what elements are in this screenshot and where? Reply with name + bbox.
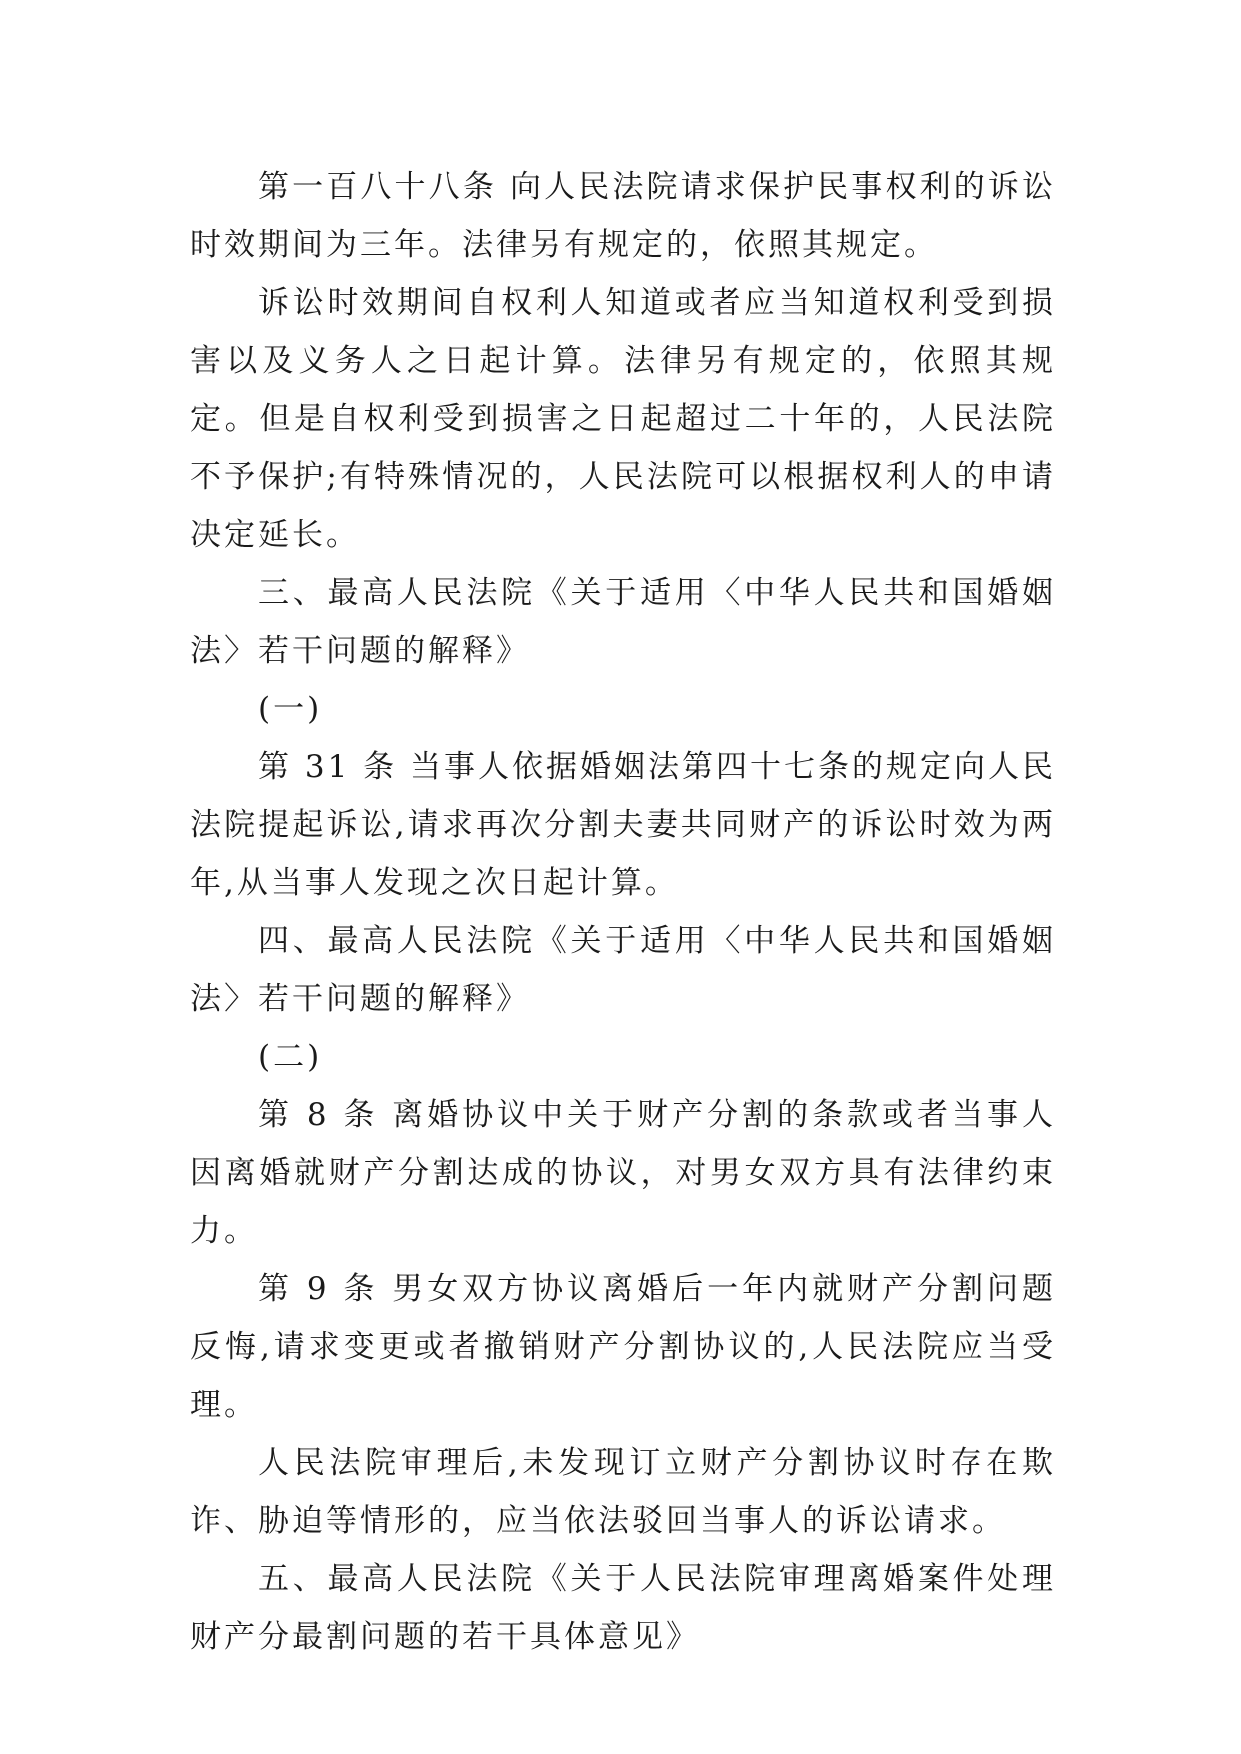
section-heading-4: 四、最高人民法院《关于适用〈中华人民共和国婚姻法〉若干问题的解释》 [190,923,1056,1017]
paragraph-article-188: 第一百八十八条 向人民法院请求保护民事权利的诉讼时效期间为三年。法律另有规定的，依照其规定。 [190,169,1056,263]
paragraph-article-9: 第 9 条 男女双方协议离婚后一年内就财产分割问题反悔,请求变更或者撤销财产分割协议的,人民法院应当受理。 [190,1271,1056,1423]
paragraph-limitation-period: 诉讼时效期间自权利人知道或者应当知道权利受到损害以及义务人之日起计算。法律另有规定的，依照其规定。但是自权利受到损害之日起超过二十年的，人民法院不予保护;有特殊情况的，人民法院可以根据权利人的申请决定延长。 [190,285,1056,553]
subsection-marker-2: (二) [258,1039,323,1075]
paragraph-court-review: 人民法院审理后,未发现订立财产分割协议时存在欺诈、胁迫等情形的，应当依法驳回当事人的诉讼请求。 [190,1445,1056,1539]
paragraph-article-31: 第 31 条 当事人依据婚姻法第四十七条的规定向人民法院提起诉讼,请求再次分割夫妻共同财产的诉讼时效为两年,从当事人发现之次日起计算。 [190,749,1057,901]
subsection-marker-1: (一) [258,691,323,727]
section-heading-3: 三、最高人民法院《关于适用〈中华人民共和国婚姻法〉若干问题的解释》 [190,575,1056,669]
section-heading-5: 五、最高人民法院《关于人民法院审理离婚案件处理财产分最割问题的若干具体意见》 [190,1561,1056,1655]
document-body [190,158,1056,1666]
paragraph-article-8: 第 8 条 离婚协议中关于财产分割的条款或者当事人因离婚就财产分割达成的协议，对男女双方具有法律约束力。 [190,1097,1056,1249]
